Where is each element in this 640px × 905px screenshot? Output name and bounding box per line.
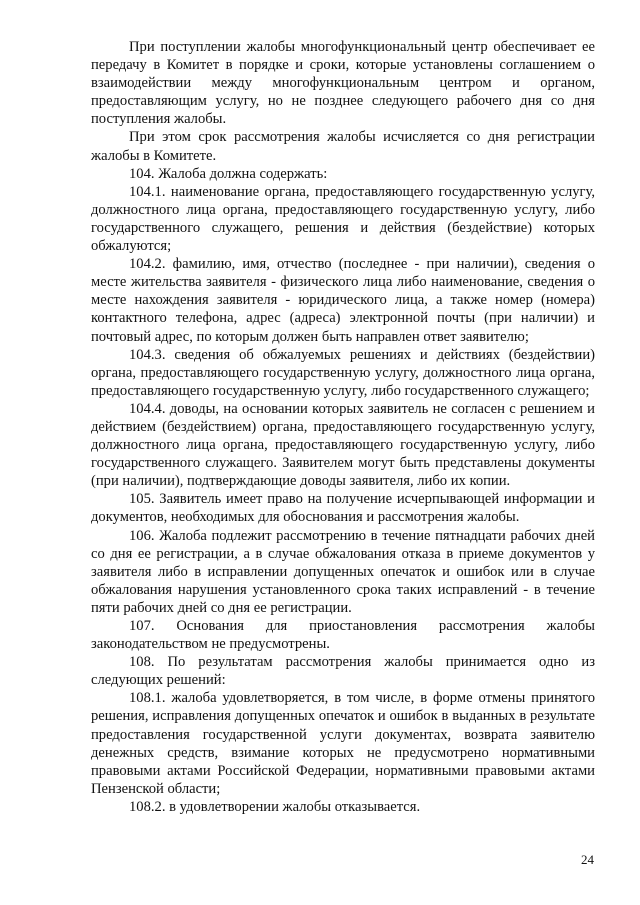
paragraph-106: 106. Жалоба подлежит рассмотрению в течение пятнадцати рабочих дней со дня ее регистрации, а в случае обжалования отказа в приеме документов у заявителя либо в исправлении допущенных опечаток и ошибок или в случае обжалования нарушения установленного срока таких исправлений - в течение пяти рабочих дней со дня ее регистрации. bbox=[91, 527, 595, 616]
paragraph-107: 107. Основания для приостановления рассмотрения жалобы законодательством не предусмотрены. bbox=[91, 618, 595, 653]
paragraph-108: 108. По результатам рассмотрения жалобы принимается одно из следующих решений: bbox=[91, 654, 595, 689]
paragraph-104: 104. Жалоба должна содержать: bbox=[129, 165, 328, 182]
paragraph-108-2: 108.2. в удовлетворении жалобы отказывается. bbox=[129, 798, 421, 815]
paragraph-review-period: При этом срок рассмотрения жалобы исчисляется со дня регистрации жалобы в Комитете. bbox=[91, 129, 595, 164]
paragraph-108-1: 108.1. жалоба удовлетворяется, в том числе, в форме отмены принятого решения, исправления допущенных опечаток и ошибок в выданных в результате предоставления государственной услуги документах, возврата заявителю денежных средств, взимание которых не предусмотрено нормативными правовыми актами Российской Федерации, нормативными правовыми актами Пензенской области; bbox=[91, 690, 595, 797]
paragraph-105: 105. Заявитель имеет право на получение исчерпывающей информации и документов, необходимых для обоснования и рассмотрения жалобы. bbox=[91, 491, 595, 526]
paragraph-104-4: 104.4. доводы, на основании которых заявитель не согласен с решением и действием (бездействием) органа, предоставляющего государственную услугу, должностного лица органа, предоставляющего государственную услугу, либо государственного служащего. Заявителем могут быть представлены документы (при наличии), подтверждающие доводы заявителя, либо их копии. bbox=[91, 400, 595, 490]
paragraph-complaint-transfer: При поступлении жалобы многофункциональный центр обеспечивает ее передачу в Комитет в порядке и сроки, которые установлены соглашением о взаимодействии между многофункциональным центром и органом, предоставляющим услугу, но не позднее следующего рабочего дня со дня поступления жалобы. bbox=[91, 39, 595, 128]
paragraph-104-1: 104.1. наименование органа, предоставляющего государственную услугу, должностного лица органа, предоставляющего государственную услугу, либо государственного служащего, решения и действия (бездействие) которых обжалуются; bbox=[91, 183, 595, 255]
document-body bbox=[91, 38, 595, 816]
paragraph-104-3: 104.3. сведения об обжалуемых решениях и действиях (бездействии) органа, предоставляющего государственную услугу, должностного лица органа, предоставляющего государственную услугу, либо государственного служащего; bbox=[91, 346, 595, 399]
paragraph-104-2: 104.2. фамилию, имя, отчество (последнее - при наличии), сведения о месте жительства заявителя - физического лица либо наименование, сведения о месте нахождения заявителя - юридического лица, а также номер (номера) контактного телефона, адрес (адреса) электронной почты (при наличии) и почтовый адрес, по которым должен быть направлен ответ заявителю; bbox=[91, 256, 595, 345]
page-number: 24 bbox=[581, 852, 594, 867]
